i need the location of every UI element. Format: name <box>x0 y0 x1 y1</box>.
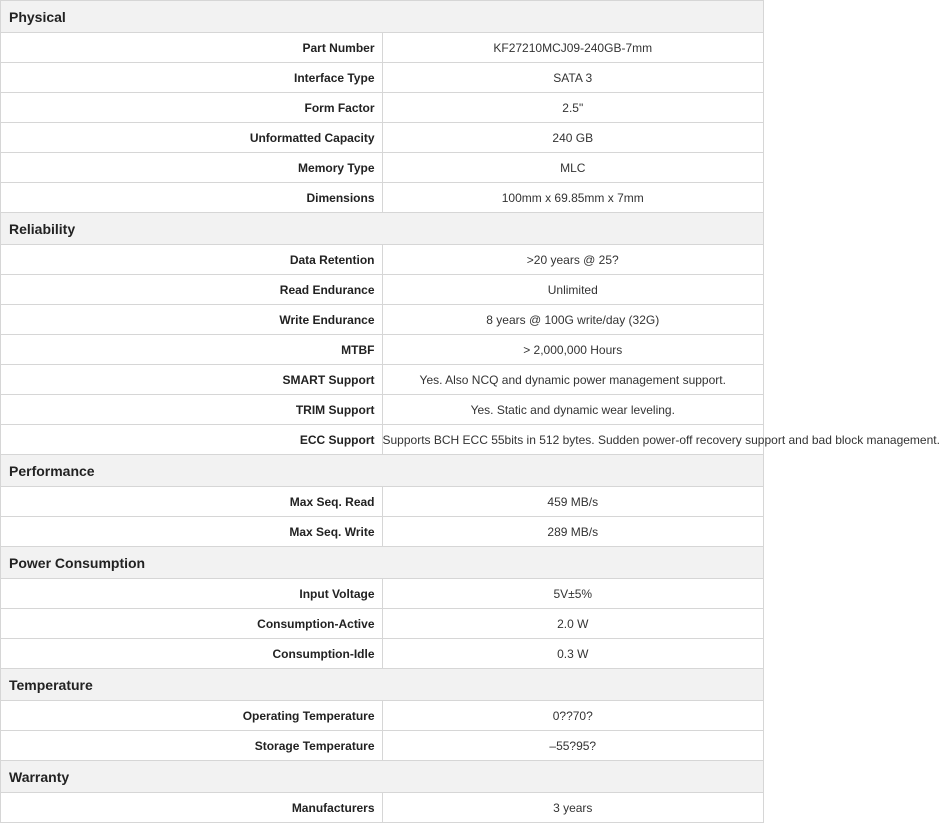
section-header-reliability <box>1 213 764 245</box>
spec-row <box>1 93 764 123</box>
spec-label: Interface Type <box>1 63 383 93</box>
spec-label: Manufacturers <box>1 793 383 823</box>
spec-label: Form Factor <box>1 93 383 123</box>
section-title: Performance <box>1 455 764 487</box>
spec-value: > 2,000,000 Hours <box>382 335 764 365</box>
spec-value: SATA 3 <box>382 63 764 93</box>
section-header-performance <box>1 455 764 487</box>
spec-row <box>1 33 764 63</box>
spec-row <box>1 639 764 669</box>
spec-row <box>1 793 764 823</box>
section-title: Power Consumption <box>1 547 764 579</box>
spec-row <box>1 579 764 609</box>
spec-label: Operating Temperature <box>1 701 383 731</box>
spec-row <box>1 183 764 213</box>
spec-label: Read Endurance <box>1 275 383 305</box>
spec-row <box>1 487 764 517</box>
spec-value: 0.3 W <box>382 639 764 669</box>
section-header-physical <box>1 1 764 33</box>
spec-row <box>1 305 764 335</box>
spec-value: >20 years @ 25? <box>382 245 764 275</box>
spec-row <box>1 731 764 761</box>
spec-row <box>1 275 764 305</box>
spec-row <box>1 365 764 395</box>
spec-value: 240 GB <box>382 123 764 153</box>
spec-row <box>1 245 764 275</box>
spec-label: ECC Support <box>1 425 383 455</box>
spec-label: TRIM Support <box>1 395 383 425</box>
spec-label: Write Endurance <box>1 305 383 335</box>
spec-label: Dimensions <box>1 183 383 213</box>
spec-label: Max Seq. Read <box>1 487 383 517</box>
spec-value: –55?95? <box>382 731 764 761</box>
spec-label: Unformatted Capacity <box>1 123 383 153</box>
spec-row <box>1 517 764 547</box>
spec-label: MTBF <box>1 335 383 365</box>
spec-row <box>1 609 764 639</box>
spec-value: 0??70? <box>382 701 764 731</box>
spec-label: Data Retention <box>1 245 383 275</box>
spec-label: Memory Type <box>1 153 383 183</box>
spec-row <box>1 425 764 455</box>
section-title: Reliability <box>1 213 764 245</box>
spec-row <box>1 123 764 153</box>
spec-value: 459 MB/s <box>382 487 764 517</box>
spec-value: 100mm x 69.85mm x 7mm <box>382 183 764 213</box>
spec-value: 2.5" <box>382 93 764 123</box>
spec-value: MLC <box>382 153 764 183</box>
section-title: Physical <box>1 1 764 33</box>
spec-value: 8 years @ 100G write/day (32G) <box>382 305 764 335</box>
spec-label: Input Voltage <box>1 579 383 609</box>
spec-label: Max Seq. Write <box>1 517 383 547</box>
spec-value: 5V±5% <box>382 579 764 609</box>
spec-row <box>1 153 764 183</box>
spec-label: Part Number <box>1 33 383 63</box>
spec-label: SMART Support <box>1 365 383 395</box>
spec-row <box>1 395 764 425</box>
spec-label: Consumption-Active <box>1 609 383 639</box>
section-header-power-consumption <box>1 547 764 579</box>
spec-value: 2.0 W <box>382 609 764 639</box>
spec-value: Unlimited <box>382 275 764 305</box>
spec-value: KF27210MCJ09-240GB-7mm <box>382 33 764 63</box>
section-title: Warranty <box>1 761 764 793</box>
spec-row <box>1 335 764 365</box>
spec-row <box>1 701 764 731</box>
section-header-warranty <box>1 761 764 793</box>
section-title: Temperature <box>1 669 764 701</box>
spec-value: Yes. Static and dynamic wear leveling. <box>382 395 764 425</box>
spec-value: 289 MB/s <box>382 517 764 547</box>
spec-label: Storage Temperature <box>1 731 383 761</box>
spec-table-body <box>1 1 940 823</box>
spec-value: Supports BCH ECC 55bits in 512 bytes. Sudden power-off recovery support and bad block management. <box>382 425 764 455</box>
spec-label: Consumption-Idle <box>1 639 383 669</box>
spec-row <box>1 63 764 93</box>
section-header-temperature <box>1 669 764 701</box>
spec-value: 3 years <box>382 793 764 823</box>
spec-value: Yes. Also NCQ and dynamic power management support. <box>382 365 764 395</box>
